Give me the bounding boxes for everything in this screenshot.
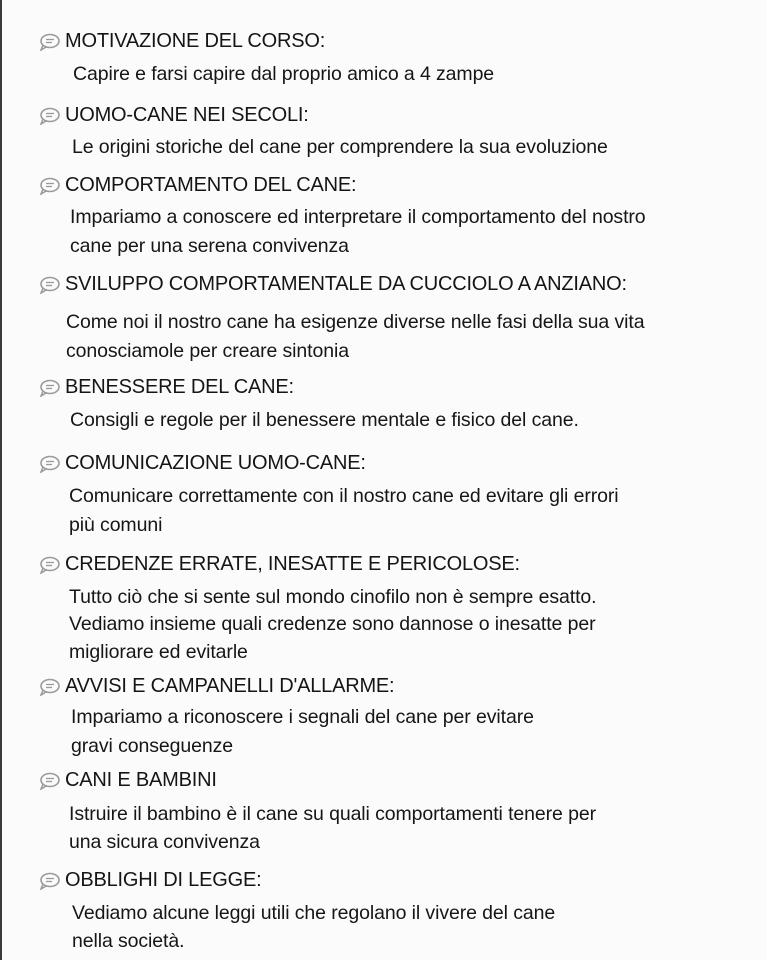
heading-text: OBBLIGHI DI LEGGE:	[65, 869, 262, 891]
speech-bubble-icon	[38, 33, 60, 51]
speech-bubble-icon	[38, 455, 60, 473]
section-body-line: gravi conseguenze	[71, 735, 233, 757]
speech-bubble-icon	[38, 379, 60, 397]
section-body-line: Impariamo a riconoscere i segnali del cane per evitare	[71, 706, 534, 728]
section-heading-credenze	[38, 553, 520, 576]
section-body-line: nella società.	[72, 930, 185, 952]
section-heading-cani-bambini	[38, 769, 217, 792]
speech-bubble-icon	[38, 177, 60, 195]
heading-text: UOMO-CANE NEI SECOLI:	[65, 104, 309, 126]
section-body-line: Consigli e regole per il benessere mentale e fisico del cane.	[70, 409, 579, 431]
speech-bubble-icon	[38, 276, 60, 294]
speech-bubble-icon	[38, 872, 60, 890]
section-body-line: Vediamo alcune leggi utili che regolano il vivere del cane	[72, 902, 556, 924]
section-body-line: Le origini storiche del cane per comprendere la sua evoluzione	[72, 136, 608, 158]
section-body-line: cane per una serena convivenza	[70, 235, 349, 257]
section-body-line: Capire e farsi capire dal proprio amico a 4 zampe	[73, 63, 495, 85]
section-heading-uomo-cane-secoli	[38, 104, 309, 127]
heading-text: CANI E BAMBINI	[65, 769, 217, 791]
section-body-line: migliorare ed evitarle	[69, 641, 248, 663]
section-heading-avvisi	[38, 675, 394, 698]
section-body-line: Impariamo a conoscere ed interpretare il comportamento del nostro	[70, 206, 646, 228]
section-body-line: Istruire il bambino è il cane su quali comportamenti tenere per	[69, 803, 596, 825]
section-body-line: Come noi il nostro cane ha esigenze diverse nelle fasi della sua vita	[66, 311, 645, 333]
speech-bubble-icon	[38, 107, 60, 125]
section-body-line: più comuni	[69, 514, 163, 536]
speech-bubble-icon	[38, 772, 60, 790]
section-heading-comportamento	[38, 174, 356, 197]
heading-text: CREDENZE ERRATE, INESATTE E PERICOLOSE:	[65, 553, 520, 575]
heading-text: COMPORTAMENTO DEL CANE:	[65, 174, 357, 196]
heading-text: COMUNICAZIONE UOMO-CANE:	[65, 452, 366, 474]
section-body-line: conosciamole per creare sintonia	[66, 340, 349, 362]
section-heading-comunicazione	[38, 452, 366, 475]
section-heading-benessere	[38, 376, 294, 399]
heading-text: SVILUPPO COMPORTAMENTALE DA CUCCIOLO A ANZIANO:	[65, 273, 627, 295]
speech-bubble-icon	[38, 678, 60, 696]
heading-text: MOTIVAZIONE DEL CORSO:	[65, 30, 326, 52]
section-heading-obblighi	[38, 869, 261, 892]
section-body-line: Tutto ciò che si sente sul mondo cinofilo non è sempre esatto.	[69, 586, 597, 608]
heading-text: BENESSERE DEL CANE:	[65, 376, 294, 398]
speech-bubble-icon	[38, 556, 60, 574]
section-body-line: Comunicare correttamente con il nostro cane ed evitare gli errori	[69, 485, 619, 507]
section-heading-sviluppo	[38, 273, 627, 296]
section-heading-motivazione	[38, 30, 325, 53]
heading-text: AVVISI E CAMPANELLI D'ALLARME:	[65, 675, 395, 697]
section-body-line: Vediamo insieme quali credenze sono dannose o inesatte per	[69, 613, 596, 635]
section-body-line: una sicura convivenza	[69, 831, 260, 853]
